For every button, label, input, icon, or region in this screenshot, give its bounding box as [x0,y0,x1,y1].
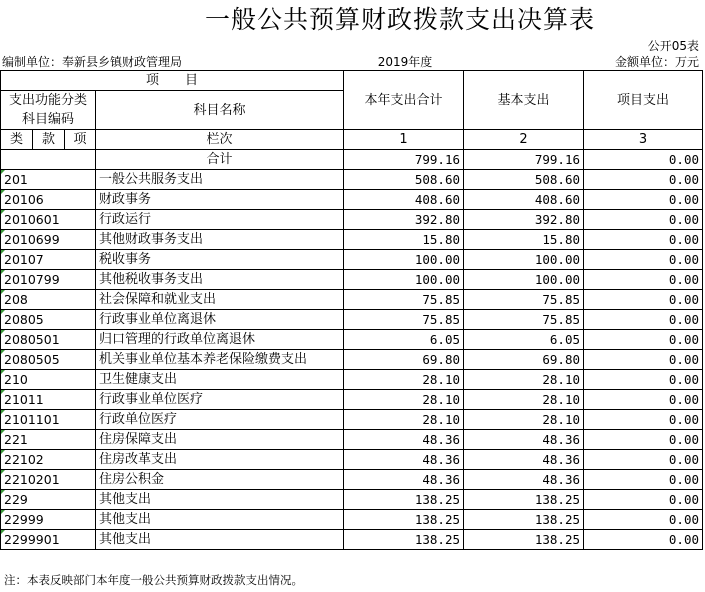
row-basic: 138.25 [464,510,584,530]
row-basic: 138.25 [464,490,584,510]
row-total: 100.00 [344,250,464,270]
table-row [1,170,703,190]
row-subject-name: 财政事务 [96,190,344,210]
table-row [1,210,703,230]
row-basic: 6.05 [464,330,584,350]
row-basic: 100.00 [464,270,584,290]
header-subject-name: 科目名称 [96,91,344,130]
table-row [1,290,703,310]
row-subject-name: 行政单位医疗 [96,410,344,430]
row-project: 0.00 [584,290,703,310]
row-subject-name: 行政事业单位离退休 [96,310,344,330]
row-total: 392.80 [344,210,464,230]
header-code-group: 支出功能分类 科目编码 [1,91,96,130]
row-subject-name: 机关事业单位基本养老保险缴费支出 [96,350,344,370]
row-total: 138.25 [344,530,464,550]
header-row-item [1,71,703,91]
header-xiang: 项 [65,130,96,150]
header-col-project: 项目支出 [584,71,703,130]
row-total: 138.25 [344,490,464,510]
row-subject-name: 行政运行 [96,210,344,230]
row-basic: 392.80 [464,210,584,230]
row-total: 48.36 [344,430,464,450]
row-project: 0.00 [584,210,703,230]
total-row [1,150,703,170]
table-row [1,330,703,350]
row-total: 15.80 [344,230,464,250]
row-code: 208 [1,290,96,310]
row-subject-name: 其他税收事务支出 [96,270,344,290]
row-subject-name: 一般公共服务支出 [96,170,344,190]
row-total: 28.10 [344,390,464,410]
row-subject-name: 其他支出 [96,490,344,510]
row-project: 0.00 [584,370,703,390]
table-row [1,470,703,490]
row-basic: 75.85 [464,290,584,310]
row-subject-name: 归口管理的行政单位离退休 [96,330,344,350]
row-project: 0.00 [584,530,703,550]
row-subject-name: 社会保障和就业支出 [96,290,344,310]
money-unit: 金额单位：万元 [614,55,699,69]
header-item: 项 目 [1,71,344,91]
row-subject-name: 其他支出 [96,530,344,550]
row-code: 2080501 [1,330,96,350]
row-subject-name: 卫生健康支出 [96,370,344,390]
row-project: 0.00 [584,170,703,190]
table-row [1,190,703,210]
header-col-total: 本年支出合计 [344,71,464,130]
row-project: 0.00 [584,490,703,510]
row-basic: 15.80 [464,230,584,250]
row-project: 0.00 [584,390,703,410]
table-row [1,450,703,470]
row-project: 0.00 [584,410,703,430]
expenditure-table [0,70,703,550]
table-row [1,270,703,290]
row-basic: 28.10 [464,370,584,390]
row-code: 22999 [1,510,96,530]
row-code: 20805 [1,310,96,330]
row-basic: 75.85 [464,310,584,330]
row-total: 138.25 [344,510,464,530]
row-project: 0.00 [584,270,703,290]
row-basic: 28.10 [464,410,584,430]
row-code: 229 [1,490,96,510]
row-project: 0.00 [584,230,703,250]
column-number-2: 2 [464,130,584,150]
row-project: 0.00 [584,430,703,450]
row-code: 2010601 [1,210,96,230]
row-basic: 138.25 [464,530,584,550]
row-subject-name: 其他支出 [96,510,344,530]
row-code: 2010799 [1,270,96,290]
table-row [1,430,703,450]
row-project: 0.00 [584,510,703,530]
row-subject-name: 行政事业单位医疗 [96,390,344,410]
total-project: 0.00 [584,150,703,170]
table-row [1,230,703,250]
table-row [1,410,703,430]
row-code: 21011 [1,390,96,410]
row-total: 69.80 [344,350,464,370]
row-basic: 28.10 [464,390,584,410]
row-code: 210 [1,370,96,390]
table-row [1,510,703,530]
row-code: 201 [1,170,96,190]
row-code: 2101101 [1,410,96,430]
header-col-basic: 基本支出 [464,71,584,130]
row-total: 75.85 [344,290,464,310]
header-kuan: 款 [33,130,65,150]
row-total: 75.85 [344,310,464,330]
table-row [1,250,703,270]
row-total: 508.60 [344,170,464,190]
total-basic: 799.16 [464,150,584,170]
row-subject-name: 住房公积金 [96,470,344,490]
table-row [1,490,703,510]
row-basic: 408.60 [464,190,584,210]
row-subject-name: 住房保障支出 [96,430,344,450]
row-code: 22102 [1,450,96,470]
row-basic: 69.80 [464,350,584,370]
row-code: 2080505 [1,350,96,370]
row-code: 20106 [1,190,96,210]
row-project: 0.00 [584,330,703,350]
row-total: 6.05 [344,330,464,350]
table-row [1,310,703,330]
header-lei: 类 [1,130,33,150]
row-project: 0.00 [584,450,703,470]
form-number: 公开05表 [647,39,699,53]
row-code: 20107 [1,250,96,270]
row-project: 0.00 [584,470,703,490]
row-total: 28.10 [344,370,464,390]
table-row [1,390,703,410]
total-label: 合计 [96,150,344,170]
header-lanci: 栏次 [96,130,344,150]
row-basic: 48.36 [464,450,584,470]
row-subject-name: 住房改革支出 [96,450,344,470]
row-total: 48.36 [344,450,464,470]
row-code: 2210201 [1,470,96,490]
fiscal-year: 2019年度 [377,55,433,69]
row-project: 0.00 [584,250,703,270]
footnote: 注：本表反映部门本年度一般公共预算财政拨款支出情况。 [4,573,303,587]
row-total: 408.60 [344,190,464,210]
total-total: 799.16 [344,150,464,170]
column-number-3: 3 [584,130,703,150]
row-code: 2299901 [1,530,96,550]
row-basic: 48.36 [464,430,584,450]
row-basic: 100.00 [464,250,584,270]
table-row [1,530,703,550]
table-row [1,350,703,370]
row-project: 0.00 [584,190,703,210]
row-basic: 508.60 [464,170,584,190]
compiling-unit: 编制单位：奉新县乡镇财政管理局 [2,55,183,69]
row-subject-name: 税收事务 [96,250,344,270]
report-title: 一般公共预算财政拨款支出决算表 [204,5,595,34]
row-project: 0.00 [584,350,703,370]
row-code: 221 [1,430,96,450]
row-total: 28.10 [344,410,464,430]
row-basic: 48.36 [464,470,584,490]
row-total: 100.00 [344,270,464,290]
row-code: 2010699 [1,230,96,250]
row-total: 48.36 [344,470,464,490]
row-project: 0.00 [584,310,703,330]
header-row-lanci [1,130,703,150]
row-subject-name: 其他财政事务支出 [96,230,344,250]
table-row [1,370,703,390]
column-number-1: 1 [344,130,464,150]
